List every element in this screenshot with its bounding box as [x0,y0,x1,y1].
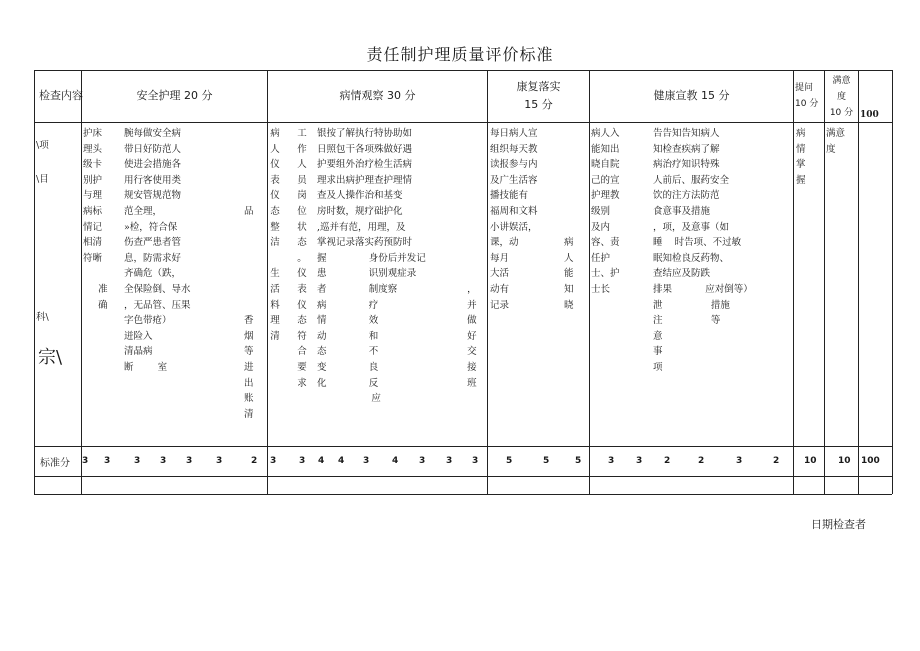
inquiry-col1: 病 情 掌 握 [796,128,806,186]
education-col1: 病人入 能知出 晓自院 己的宣 护理教 级别 及内 容、责 任护 士、护 士长 [591,128,620,295]
header-satisfaction-line1: 满意 [832,76,851,86]
score-observation-2: 3 [299,456,306,466]
left-label-1: \项 [36,140,49,151]
score-education-4: 2 [698,456,705,466]
header-rehab-line2: 15 分 [524,98,553,111]
header-inquiry [795,72,824,120]
score-safety-1: 3 [82,456,89,466]
safety-col3: 品 香 烟 等 进 出 账 清 [244,205,254,420]
score-satisfaction: 10 [838,456,851,466]
rehab-col1: 每日病人宣 组织每天教 读报参与内 及广生活容 播技能有 福周和文料 小讲娱活， 课，动 每月 大活 动有 记录 [490,128,538,311]
score-education-5: 3 [736,456,743,466]
header-inquiry-line2: 10 分 [795,99,819,109]
score-safety-3: 3 [134,456,141,466]
observation-col1: 病 人 仪 表 仪 态 整 洁 生 活 料 理 清 [270,128,280,342]
score-education-3: 2 [664,456,671,466]
header-satisfaction-line2: 度 [836,92,846,102]
page-title: 责任制护理质量评价标准 [366,45,554,64]
satisfaction-col1: 满意 度 [826,128,846,155]
header-observation: 病情观察 30 分 [339,89,416,102]
observation-col5: 病 疗 情 效 动 和 态 不 变 良 化 反 应 [317,299,381,405]
score-rehab-3: 5 [575,456,582,466]
footer-signature: 日期检查者 [811,518,866,531]
header-satisfaction-line3: 10 分 [829,108,854,118]
score-education-1: 3 [608,456,615,466]
score-observation-3: 4 [318,456,325,466]
safety-col2: 腕每做安全病 带日好防范人 使进会措施各 用行客使用类 规安管规范物 范全理， »检，符合保 伤查严患者管 息，防需求好 齐确危（跌， 全保险倒、导水 ，无品管、压果 字色带疮） 迸险入 清晶病 断 室 [124,128,191,373]
header-rehab-line1: 康复落实 [516,80,561,93]
header-education: 健康宣教 15 分 [653,89,730,102]
header-rehab [488,72,589,120]
score-rehab-2: 5 [543,456,550,466]
safety-col1: 护床 理头 级卡 别护 与理 病标 情记 相清 符晰 准 确 [83,128,108,311]
header-item: 检查内容 [39,89,83,102]
score-observation-6: 4 [392,456,399,466]
left-label-3: 科\ [36,312,49,323]
score-rehab-1: 5 [506,456,513,466]
score-observation-5: 3 [363,456,370,466]
score-safety-2: 3 [104,456,111,466]
observation-col2: 工 作 人 员 岗 位 状 态 。 仪 表 仪 态 符 合 要 求 [297,128,307,389]
score-total: 100 [861,456,880,466]
rehab-col2: 病 人 能 知 晓 [564,237,574,311]
score-safety-7: 2 [251,456,258,466]
header-total: 100 [860,110,879,120]
education-col2: 告告知告知病人 知检查疾病了解 病治疗知识特殊 人前后、服药安全 饮的注方法防范 食意事及措施 ，项，及意事（如 睡 时告项、不过敏 眠知检良反药物、 查结应及防跌 排果 应对倒等） 泄 措施 注 等 意 事 项 [653,128,753,373]
score-observation-1: 3 [270,456,277,466]
header-satisfaction [825,72,858,122]
observation-col4: ， 并 做 好 交 接 班 [467,283,477,389]
score-observation-9: 3 [472,456,479,466]
left-label-4: 宗\ [38,347,63,368]
score-inquiry: 10 [804,456,817,466]
observation-col3: 银按了解执行特协助如 日照包干各项殊做好遇 护要组外治疗检生活病 理求出病护理查护理情 查及人操作治和基变 房时数，规疗础护化 ,巡并有范，用理，及 掌视记录落实药预防时 握 身份后并发记 患 识别观症录 者 制度察 [317,128,426,295]
score-education-6: 2 [773,456,780,466]
score-safety-6: 3 [216,456,223,466]
score-safety-5: 3 [186,456,193,466]
header-inquiry-line1: 提问 [795,83,814,93]
score-observation-8: 3 [446,456,453,466]
left-label-2: \目 [36,174,49,185]
header-safety: 安全护理 20 分 [136,89,213,102]
score-row-label: 标准分 [40,458,70,469]
score-observation-4: 4 [338,456,345,466]
score-safety-4: 3 [160,456,167,466]
score-education-2: 3 [636,456,643,466]
score-observation-7: 3 [419,456,426,466]
